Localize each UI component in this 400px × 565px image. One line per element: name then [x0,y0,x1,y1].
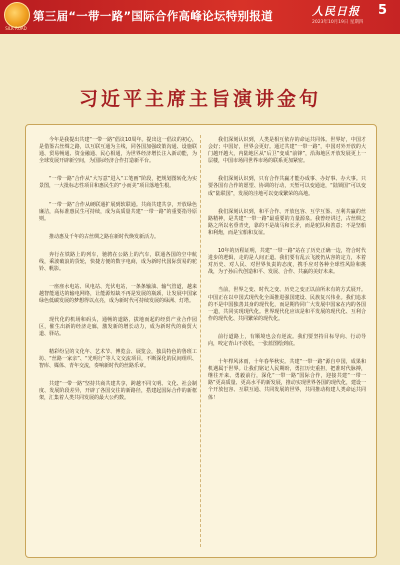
page-number: 5 [378,3,388,18]
quote-paragraph: “一带一路”合作从“大写意”进入“工笔画”阶段，把规划图转化为实景图，一大批标志性项目和惠民生的“小而美”项目落地生根。 [39,176,197,190]
logo-text: SILK ROAD [5,26,27,31]
quote-paragraph: 一座座水电站、风电站、光伏电站，一条条输油、输气管道，越来越智能通达的输电网络，让能源短缺不再是发展的瓶颈，让发展中国家绿色低碳发展的梦想得以点亮，成为新时代可持续发展的绿洲、灯塔。 [39,284,197,305]
right-column [208,137,366,413]
quote-paragraph: 我们深刻认识到，人类是相互依存的命运共同体。世界好，中国才会好；中国好，世界会更好。通过共建“一带一路”，中国对外开放的大门越开越大，内陆地区从“后卫”变成“前锋”，沿海地区开放发展更上一层楼，中国市场同世界市场的联系更加紧密。 [208,137,366,165]
quote-paragraph: 我们深刻认识到，只有合作共赢才能办成事、办好事、办大事。只要各国有合作的愿望、协调的行动，天堑可以变通途，“陆锁国”可以变成“陆联国”，发展的洼地可以变成繁荣的高地。 [208,176,366,197]
quote-paragraph: 推动惠及千年的古丝绸之路在新时代焕发新活力。 [49,233,160,240]
quote-paragraph: 前行道路上，有顺境也会有逆流。我们要坚持目标导向、行动导向，咬定青山不放松，一张蓝图绘到底。 [208,333,366,347]
issue-date: 2023年10月19日 星期四 [312,20,364,25]
quote-paragraph: 现代化的机场和码头，通畅的道路，拔地而起的经贸产业合作园区，催生出新的经济走廊，激发新的增长动力，成为新时代的商贸大道、驿站。 [39,316,197,337]
quote-paragraph: “一带一路”合作从硬联通扩展到软联通。共商共建共享，开放绿色廉洁，高标准惠民生可持续，成为高质量共建“一带一路”的重要指导原则。 [39,201,197,222]
forum-logo-icon [4,2,30,28]
quotes-panel [25,124,377,558]
quote-paragraph: 今年是我提出共建“一带一路”倡议10周年。提出这一倡议的初心，是借鉴古丝绸之路，以互联互通为主线，同各国加强政策沟通、设施联通、贸易畅通、资金融通、民心相通，为世界经济增长注入新动能，为全球发展开辟新空间，为国际经济合作打造新平台。 [39,137,197,165]
newspaper-masthead: 人民日报 [312,5,360,18]
page-title: 习近平主席主旨演讲金句 [78,88,321,110]
left-column [39,137,197,413]
quote-paragraph: 奔行在铁路上的列车，驰骋在公路上的汽车，联通各国的空中航线，乘波破浪的货轮，快捷方便的数字电商，成为新时代国际贸易的驼铃、帆影。 [39,251,197,273]
section-title: 第三届“一带一路”国际合作高峰论坛特别报道 [33,9,273,23]
quote-paragraph: 10年的历程证明，共建“一带一路”站在了历史正确一边，符合时代进步的逻辑，走的是人间正道。我们要有乱云飞渡仍从容的定力，本着对历史、对人民、对世界负责的态度，携手应对各种全球性风险和挑战，为子孙后代创造和平、发展、合作、共赢的美好未来。 [208,248,366,276]
quote-paragraph: 共建“一带一路”坚持共商共建共享，跨越不同文明、文化、社会制度、发展阶段差异，开辟了各国交往的新路径，搭建起国际合作的新框架，汇集着人类共同发展的最大公约数。 [39,381,197,402]
quote-paragraph: 我们深刻认识到，和平合作、开放包容、互学互鉴、互利共赢的丝路精神，是共建“一带一路”最重要的力量源泉。我曾经讲过，古丝绸之路之所以名垂青史，靠的不是战马和长矛，而是驼队和善意；不是坚船和利炮，而是宝船和友谊。 [208,208,366,236]
column-divider [200,135,201,547]
quote-paragraph: 十年栉风沐雨，十年春华秋实。共建“一带一路”源自中国，成果和机遇属于世界。让我们铭记人民期盼，勇扛历史重担，把准时代脉搏，继往开来、勇毅前行，深化“一带一路”国际合作，迎接共建“一带一路”更高质量、更高水平的新发展，推动实现世界各国的现代化，建设一个开放包容、互联互通、共同发展的世界，共同推动构建人类命运共同体！ [208,359,366,401]
header-band [0,0,400,34]
quote-paragraph: 当前，世界之变、时代之变、历史之变正以前所未有的方式展开。中国正在以中国式现代化全面推进强国建设、民族复兴伟业。我们追求的不是中国独善其身的现代化，而是期待同广大发展中国家在内的各国一道，共同实现现代化。世界现代化应该是和平发展的现代化、互利合作的现代化、共同繁荣的现代化。 [208,287,366,322]
quote-paragraph: 精彩纷呈的文化年、艺术节、博览会、展览会，独具特色的鲁班工坊、“丝路一家亲”、“光明行”等人文交流项目，不断深化的民间组织、智库、媒体、青年交流，奏响新时代的丝路乐章。 [39,348,197,369]
